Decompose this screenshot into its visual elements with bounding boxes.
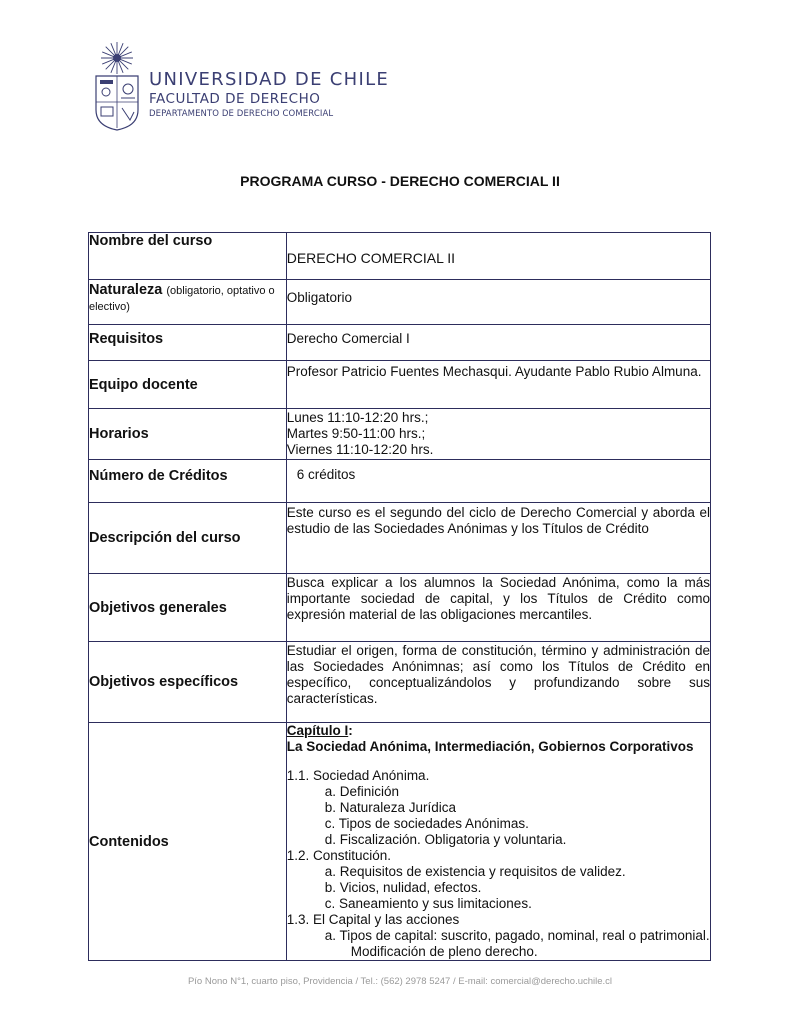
list-item: c. Saneamiento y sus limitaciones. <box>324 896 532 911</box>
nature-note: (obligatorio, optativo o electivo) <box>89 285 275 313</box>
credits-value: 6 créditos <box>286 460 710 503</box>
list-item: 1.1. Sociedad Anónima. <box>286 768 430 783</box>
list-item: d. Fiscalización. Obligatoria y voluntaria. <box>324 832 567 847</box>
schedule-line: Lunes 11:10-12:20 hrs.; <box>286 410 429 425</box>
schedule-line: Martes 9:50-11:00 hrs.; <box>286 426 426 441</box>
table-row <box>89 642 711 723</box>
row-label: Requisitos <box>89 325 287 361</box>
list-item: a. Requisitos de existencia y requisitos de validez. <box>324 864 626 879</box>
table-row <box>89 723 711 961</box>
table-row <box>89 574 711 642</box>
chapter-heading: Capítulo I <box>286 723 349 738</box>
document-title: PROGRAMA CURSO - DERECHO COMERCIAL II <box>240 173 560 189</box>
requirements-value: Derecho Comercial I <box>286 325 710 361</box>
course-name-value: DERECHO COMERCIAL II <box>286 233 710 280</box>
row-label <box>89 280 287 325</box>
table-row <box>89 325 711 361</box>
row-label: Equipo docente <box>89 361 287 409</box>
list-item: 1.2. Constitución. <box>286 848 392 863</box>
row-label: Horarios <box>89 409 287 460</box>
schedule-line: Viernes 11:10-12:20 hrs. <box>286 442 434 457</box>
table-row <box>89 361 711 409</box>
list-item: a. Definición <box>324 784 400 799</box>
list-item: 1.3. El Capital y las acciones <box>286 912 460 927</box>
nature-value: Obligatorio <box>286 280 710 325</box>
table-row <box>89 409 711 460</box>
university-seal-icon <box>92 40 142 132</box>
university-name: UNIVERSIDAD DE CHILE <box>149 69 390 90</box>
table-row <box>89 280 711 325</box>
chapter-title: La Sociedad Anónima, Intermediación, Gobiernos Corporativos <box>286 739 694 754</box>
list-item: a. Tipos de capital: suscrito, pagado, nominal, real o patrimonial. <box>324 928 710 943</box>
table-row <box>89 233 711 280</box>
row-label: Contenidos <box>89 723 287 961</box>
row-label: Objetivos generales <box>89 574 287 642</box>
general-objectives-value: Busca explicar a los alumnos la Sociedad Anónima, como la más importante sociedad de capital, y los Títulos de Crédito como expresión material de las obligaciones mercantiles. <box>286 574 710 642</box>
list-item: b. Naturaleza Jurídica <box>324 800 457 815</box>
row-label: Descripción del curso <box>89 503 287 574</box>
description-value: Este curso es el segundo del ciclo de Derecho Comercial y aborda el estudio de las Sociedades Anónimas y los Títulos de Crédito <box>286 503 710 574</box>
row-label: Número de Créditos <box>89 460 287 503</box>
schedule-value <box>286 409 710 460</box>
row-label: Nombre del curso <box>89 233 287 280</box>
contents-value: Capítulo I: La Sociedad Anónima, Intermediación, Gobiernos Corporativos 1.1. Sociedad Anónima. a. Definición b. Naturaleza Jurídica c. Tipos de sociedades Anónimas. d. Fiscalización. Obligatoria y voluntaria. 1.2. Constitución. a. Requisitos de existencia y requisitos de validez. b. Vicios, nulidad, efectos. c. Saneamiento y sus limitaciones. 1.3. El Capital y las acciones a. Tipos de capital: suscrito, pagado, nominal, real o patrimonial. Modificación de pleno derecho. <box>286 723 710 959</box>
list-item: Modificación de pleno derecho. <box>350 944 538 959</box>
faculty-name: FACULTAD DE DERECHO <box>149 91 321 107</box>
specific-objectives-value: Estudiar el origen, forma de constitución, término y administración de las Sociedades Anónimnas; así como los Títulos de Crédito en específico, conceptualizándolos y profundizando sobre sus características. <box>286 642 710 723</box>
table-row <box>89 460 711 503</box>
nature-label: Naturaleza <box>89 282 163 298</box>
page-footer: Pío Nono N°1, cuarto piso, Providencia / Tel.: (562) 2978 5247 / E-mail: comercial@derecho.uchile.cl <box>187 976 613 987</box>
table-row <box>89 503 711 574</box>
list-item: b. Vicios, nulidad, efectos. <box>324 880 482 895</box>
program-table <box>88 232 711 961</box>
row-label: Objetivos específicos <box>89 642 287 723</box>
department-name: DEPARTAMENTO DE DERECHO COMERCIAL <box>149 109 334 119</box>
university-logo <box>92 40 390 132</box>
teaching-team-value: Profesor Patricio Fuentes Mechasqui. Ayudante Pablo Rubio Almuna. <box>286 361 710 409</box>
list-item: c. Tipos de sociedades Anónimas. <box>324 816 529 831</box>
